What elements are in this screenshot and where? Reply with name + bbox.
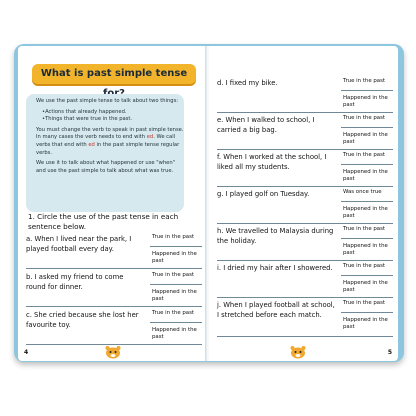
info-text-segment: . We call verbs that end with bbox=[36, 134, 176, 148]
info-text bbox=[36, 98, 184, 178]
info-intro: We use the past simple tense to talk about two things: bbox=[36, 98, 179, 104]
exercise-row-b bbox=[26, 272, 202, 307]
sentence: a. When I lived near the park, I played football every day. bbox=[26, 235, 132, 253]
option-was-once-true[interactable]: Was once true bbox=[343, 189, 382, 195]
option-divider bbox=[341, 127, 393, 128]
option-true-in-past[interactable]: True in the past bbox=[343, 226, 385, 232]
exercise-row-f bbox=[217, 152, 393, 187]
option-divider bbox=[341, 275, 393, 276]
info-text-segment: You must change the verb to speak in past simple tense. In many cases the verb needs to end with bbox=[36, 126, 184, 141]
tiger-face-icon bbox=[289, 345, 307, 359]
option-happened-in-past[interactable]: Happened in the past bbox=[343, 95, 388, 108]
option-true-in-past[interactable]: True in the past bbox=[343, 152, 385, 158]
exercise-row-d bbox=[217, 78, 393, 113]
info-bullet: • Actions that already happened. bbox=[42, 109, 184, 117]
option-true-in-past[interactable]: True in the past bbox=[343, 115, 385, 121]
option-true-in-past[interactable]: True in the past bbox=[343, 78, 385, 84]
right-page bbox=[209, 46, 398, 361]
info-text-segment: in the past simple tense regular verbs. bbox=[36, 141, 180, 156]
option-happened-in-past[interactable]: Happened in the past bbox=[152, 251, 197, 264]
option-divider bbox=[150, 246, 202, 247]
option-happened-in-past[interactable]: Happened in the past bbox=[343, 132, 388, 145]
exercise-row-e bbox=[217, 115, 393, 150]
option-happened-in-past[interactable]: Happened in the past bbox=[343, 169, 388, 182]
option-true-in-past[interactable]: True in the past bbox=[343, 300, 385, 306]
option-happened-in-past[interactable]: Happened in the past bbox=[343, 243, 388, 256]
option-divider bbox=[150, 322, 202, 323]
sentence: b. I asked my friend to come round for dinner. bbox=[26, 273, 124, 291]
exercise-row-a bbox=[26, 234, 202, 269]
sentence: g. I played golf on Tuesday. bbox=[217, 190, 310, 198]
sentence: h. We travelled to Malaysia during the holiday. bbox=[217, 227, 334, 245]
option-happened-in-past[interactable]: Happened in the past bbox=[343, 280, 388, 293]
option-divider bbox=[341, 312, 393, 313]
page-number-left: 4 bbox=[24, 349, 29, 356]
sentence: d. I fixed my bike. bbox=[217, 79, 278, 87]
sentence: f. When I worked at the school, I liked all my students. bbox=[217, 153, 327, 171]
exercise-row-j bbox=[217, 300, 393, 337]
option-divider bbox=[341, 90, 393, 91]
title-banner bbox=[32, 64, 196, 84]
info-box bbox=[26, 94, 184, 212]
option-divider bbox=[341, 164, 393, 165]
option-happened-in-past[interactable]: Happened in the past bbox=[152, 289, 197, 302]
option-true-in-past[interactable]: True in the past bbox=[152, 272, 194, 278]
page-number-right: 5 bbox=[387, 349, 392, 356]
option-true-in-past[interactable]: True in the past bbox=[343, 263, 385, 269]
option-true-in-past[interactable]: True in the past bbox=[152, 234, 194, 240]
exercise-row-h bbox=[217, 226, 393, 261]
option-true-in-past[interactable]: True in the past bbox=[152, 310, 194, 316]
option-happened-in-past[interactable]: Happened in the past bbox=[343, 317, 388, 330]
info-bullet: • Things that were true in the past. bbox=[42, 116, 184, 124]
info-paragraph-verbs bbox=[36, 127, 184, 157]
info-bullets bbox=[36, 109, 184, 124]
question-heading: 1. Circle the use of the past tense in each sentence below. bbox=[28, 212, 179, 231]
option-happened-in-past[interactable]: Happened in the past bbox=[343, 206, 388, 219]
sentence: j. When I played football at school, I stretched before each match. bbox=[217, 301, 335, 319]
option-divider bbox=[150, 284, 202, 285]
ed-highlight: ed bbox=[88, 141, 95, 148]
page-title: What is past simple tense bbox=[40, 68, 188, 79]
ed-highlight: ed bbox=[146, 134, 154, 141]
option-divider bbox=[341, 201, 393, 202]
sentence: i. I dried my hair after I showered. bbox=[217, 264, 333, 272]
sentence: c. She cried because she lost her favourite toy. bbox=[26, 311, 139, 329]
option-happened-in-past[interactable]: Happened in the past bbox=[152, 327, 197, 340]
option-divider bbox=[341, 238, 393, 239]
exercise-row-c bbox=[26, 310, 202, 345]
left-page bbox=[18, 46, 207, 361]
exercise-row-g bbox=[217, 189, 393, 224]
sentence: e. When I walked to school, I carried a big bag. bbox=[217, 116, 315, 134]
exercise-row-i bbox=[217, 263, 393, 298]
tiger-face-icon bbox=[104, 345, 122, 359]
info-paragraph-usage: We use it to talk about what happened or use "when" and use the past simple to talk about what was true. bbox=[36, 160, 176, 174]
